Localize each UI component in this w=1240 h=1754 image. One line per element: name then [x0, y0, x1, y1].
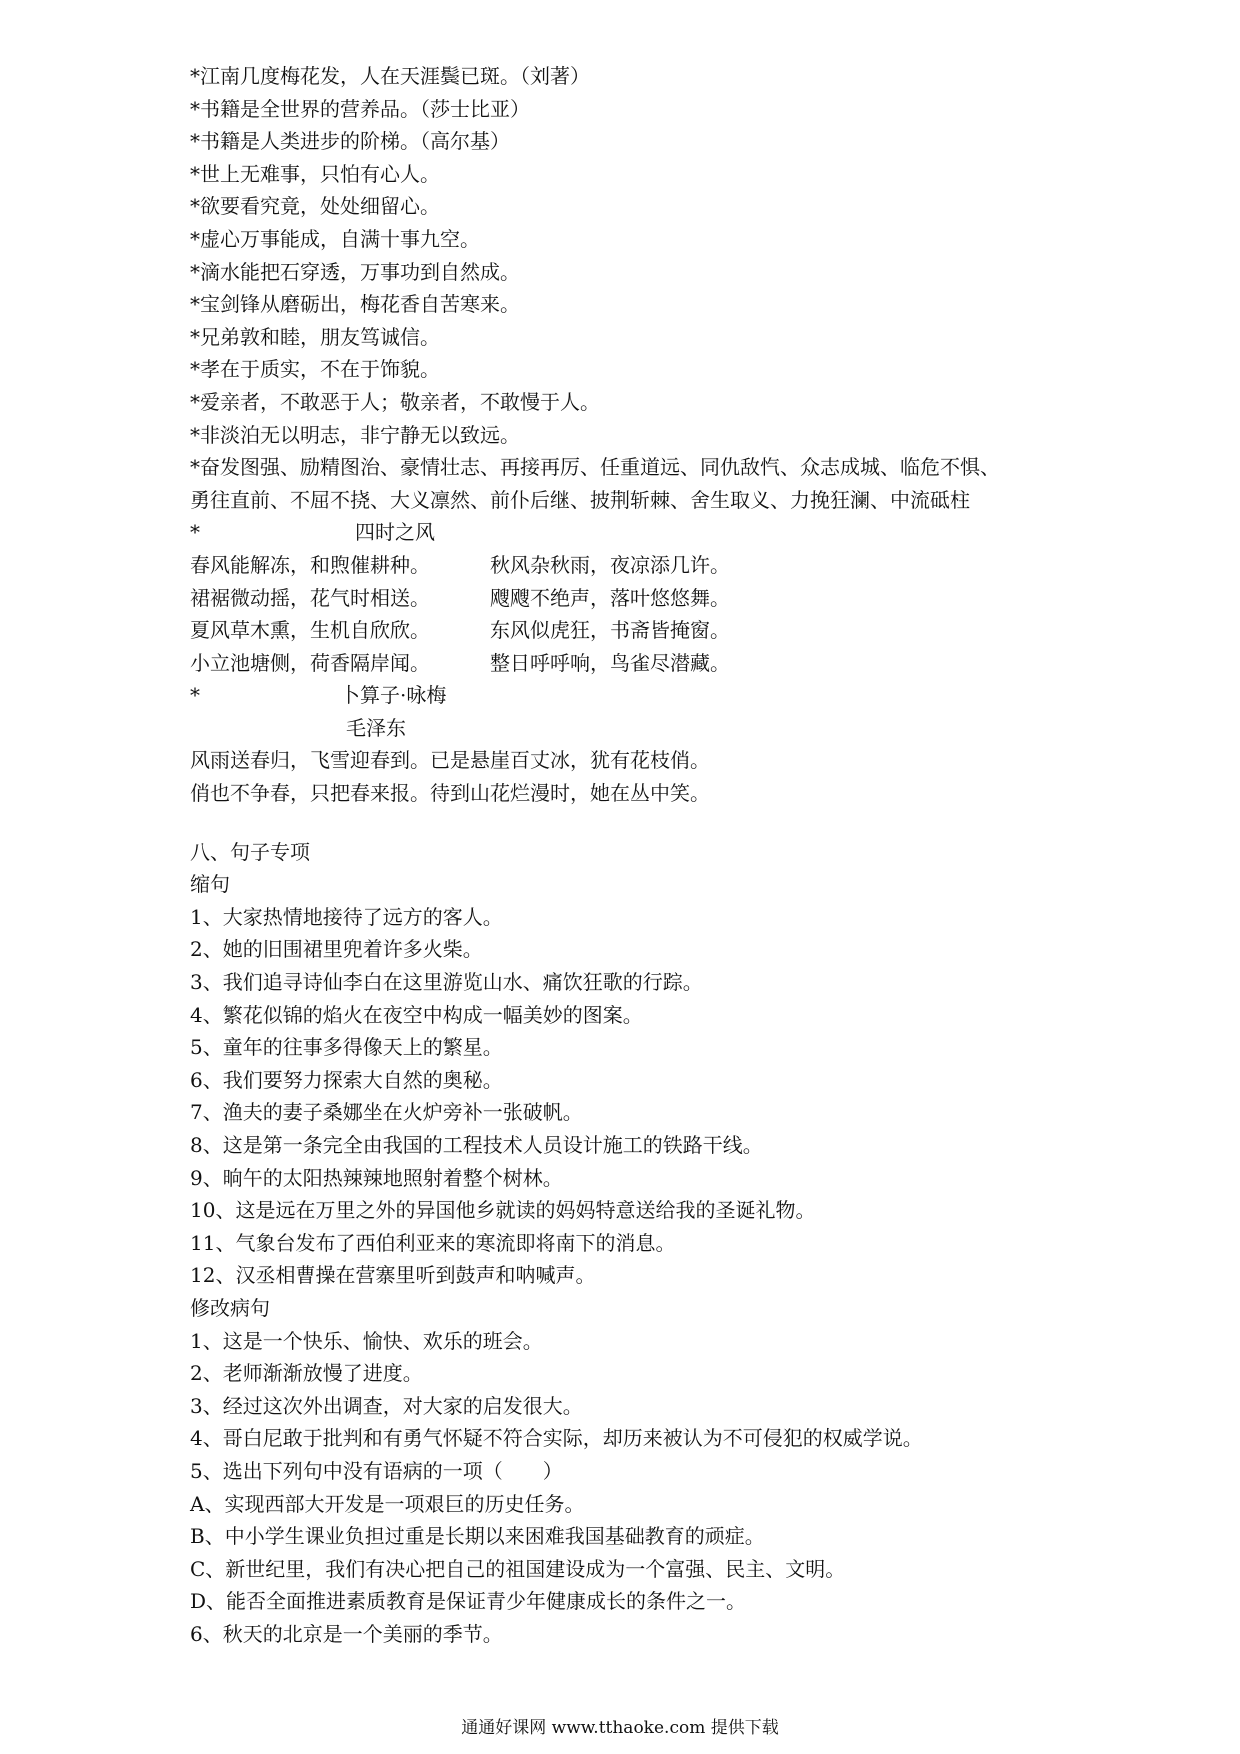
poem-row	[190, 582, 1190, 615]
quote-line: *非淡泊无以明志，非宁静无以致远。	[190, 422, 520, 447]
exercise-item: 4、哥白尼敢于批判和有勇气怀疑不符合实际，却历来被认为不可侵犯的权威学说。	[190, 1426, 923, 1451]
poem-row	[190, 614, 1190, 647]
poem-right-line: 秋风杂秋雨，夜凉添几许。	[490, 552, 730, 577]
spacer	[190, 810, 1190, 836]
poem-left-line: 裙裾微动摇，花气时相送。	[190, 585, 430, 610]
exercise-item: 6、秋天的北京是一个美丽的季节。	[190, 1621, 503, 1646]
exercise-item: 6、我们要努力探索大自然的奥秘。	[190, 1067, 503, 1092]
exercise-item: 5、选出下列句中没有语病的一项（ ）	[190, 1458, 563, 1483]
quote-line: *书籍是全世界的营养品。（莎士比亚）	[190, 96, 530, 121]
exercise-item: 12、汉丞相曹操在营寨里听到鼓声和呐喊声。	[190, 1263, 596, 1288]
exercise-item: 1、大家热情地接待了远方的客人。	[190, 904, 503, 929]
choice-option: A、实现西部大开发是一项艰巨的历史任务。	[190, 1491, 585, 1516]
subsection-label: 缩句	[190, 872, 230, 897]
choice-option: B、中小学生课业负担过重是长期以来困难我国基础教育的顽症。	[190, 1524, 765, 1549]
exercise-item: 2、她的旧围裙里兜着许多火柴。	[190, 937, 483, 962]
poem-plum	[190, 679, 1190, 809]
choice-option: C、新世纪里，我们有决心把自己的祖国建设成为一个富强、民主、文明。	[190, 1556, 846, 1581]
exercise-item: 4、繁花似锦的焰火在夜空中构成一幅美妙的图案。	[190, 1002, 643, 1027]
exercise-item: 3、我们追寻诗仙李白在这里游览山水、痛饮狂歌的行踪。	[190, 970, 703, 995]
poem-line: 俏也不争春，只把春来报。待到山花烂漫时，她在丛中笑。	[190, 781, 710, 806]
poem-left-line: 小立池塘侧，荷香隔岸闻。	[190, 650, 430, 675]
poem-four-winds	[190, 516, 1190, 679]
page-footer: 通通好课网 www.tthaoke.com 提供下载	[461, 1718, 779, 1738]
quote-line: *虚心万事能成，自满十事九空。	[190, 226, 480, 251]
poem-marker: *	[190, 520, 200, 545]
poem-marker: *	[190, 683, 200, 708]
page-content	[190, 60, 1190, 1651]
exercise-item: 3、经过这次外出调查，对大家的启发很大。	[190, 1393, 583, 1418]
exercise-item: 2、老师渐渐放慢了进度。	[190, 1361, 423, 1386]
quote-line: *宝剑锋从磨砺出，梅花香自苦寒来。	[190, 292, 520, 317]
quote-line: *欲要看究竟，处处细留心。	[190, 194, 440, 219]
exercise-item: 10、这是远在万里之外的异国他乡就读的妈妈特意送给我的圣诞礼物。	[190, 1198, 816, 1223]
poem-right-line: 飕飕不绝声，落叶悠悠舞。	[490, 585, 730, 610]
exercise-item: 9、晌午的太阳热辣辣地照射着整个树林。	[190, 1165, 563, 1190]
quote-line: *孝在于质实，不在于饰貌。	[190, 357, 440, 382]
subsection-label: 修改病句	[190, 1295, 270, 1320]
quote-line: *爱亲者，不敢恶于人；敬亲者，不敢慢于人。	[190, 389, 600, 414]
poem-title: 四时之风	[355, 520, 435, 545]
section-heading: 八、句子专项	[190, 839, 310, 864]
quote-line: *世上无难事，只怕有心人。	[190, 161, 440, 186]
choice-option: D、能否全面推进素质教育是保证青少年健康成长的条件之一。	[190, 1589, 747, 1614]
quotes-block	[190, 60, 1190, 516]
exercise-item: 8、这是第一条完全由我国的工程技术人员设计施工的铁路干线。	[190, 1133, 763, 1157]
quote-line: *兄弟敦和睦，朋友笃诚信。	[190, 324, 440, 349]
poem-right-line: 整日呼呼响，鸟雀尽潜藏。	[490, 650, 730, 675]
poem-row	[190, 647, 1190, 680]
quote-line: *书籍是人类进步的阶梯。（高尔基）	[190, 129, 510, 154]
poem-left-line: 春风能解冻，和煦催耕种。	[190, 552, 430, 577]
poem-right-line: 东风似虎狂，书斋皆掩窗。	[490, 618, 730, 643]
quote-line: *江南几度梅花发，人在天涯鬓已斑。（刘著）	[190, 64, 590, 88]
idiom-line: 勇往直前、不屈不挠、大义凛然、前仆后继、披荆斩棘、舍生取义、力挽狂澜、中流砥柱	[190, 487, 970, 512]
poem-line: 风雨送春归，飞雪迎春到。已是悬崖百丈冰，犹有花枝俏。	[190, 748, 710, 773]
quote-line: *滴水能把石穿透，万事功到自然成。	[190, 259, 520, 284]
exercise-item: 5、童年的往事多得像天上的繁星。	[190, 1035, 503, 1060]
poem-row	[190, 549, 1190, 582]
exercise-item: 7、渔夫的妻子桑娜坐在火炉旁补一张破帆。	[190, 1100, 583, 1125]
exercise-item: 11、气象台发布了西伯利亚来的寒流即将南下的消息。	[190, 1230, 676, 1255]
exercise-item: 1、这是一个快乐、愉快、欢乐的班会。	[190, 1328, 543, 1353]
idiom-line: *奋发图强、励精图治、豪情壮志、再接再厉、任重道远、同仇敌忾、众志成城、临危不惧、	[190, 455, 1000, 480]
poem-left-line: 夏风草木熏，生机自欣欣。	[190, 618, 430, 643]
poem-title: 卜算子·咏梅	[340, 683, 447, 708]
poem-author: 毛泽东	[346, 715, 406, 740]
section-sentences	[190, 836, 1190, 1651]
